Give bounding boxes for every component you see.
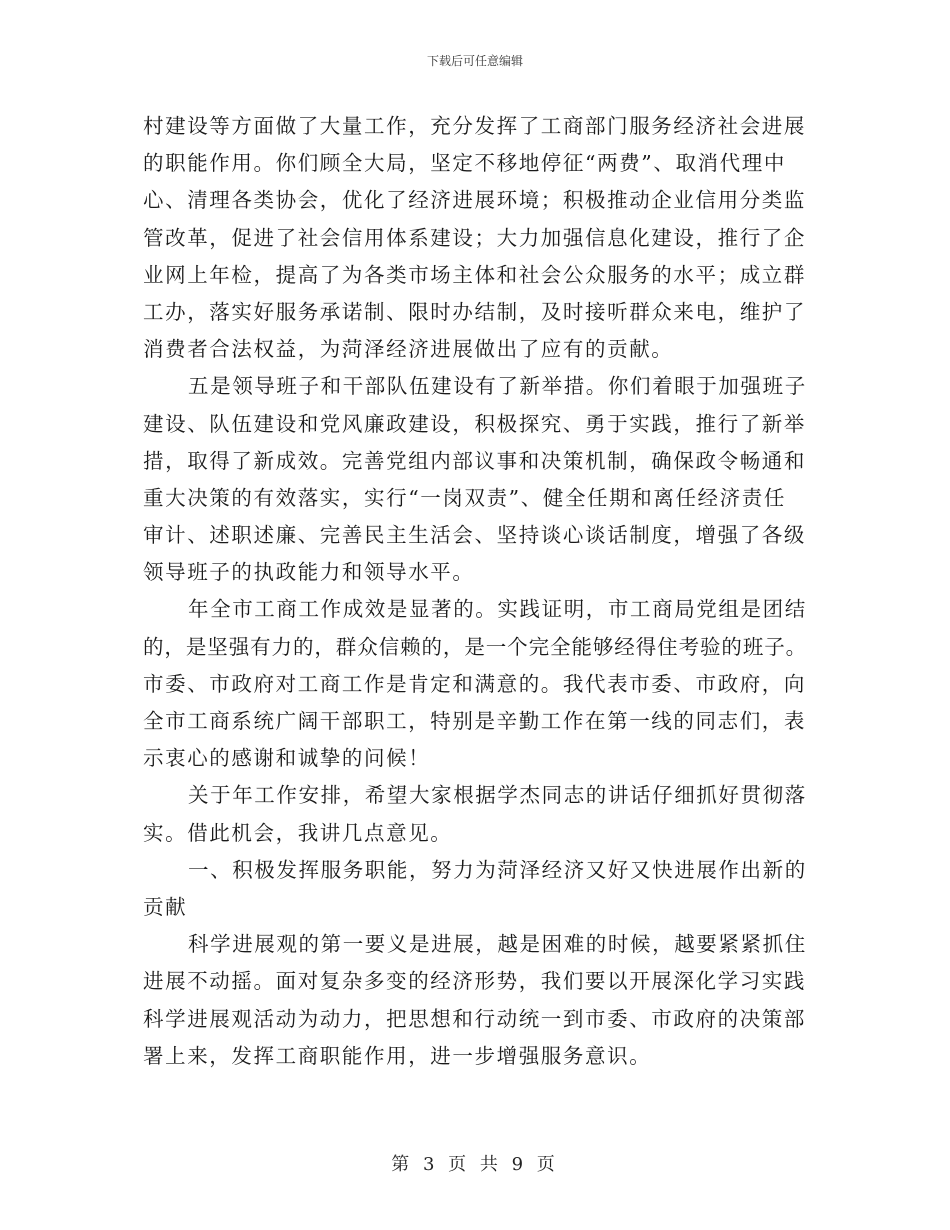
text-line: 管改革，促进了社会信用体系建设；大力加强信息化建设，推行了企 bbox=[143, 225, 806, 250]
text-line: 进展不动摇。面对复杂多变的经济形势，我们要以开展深化学习实践 bbox=[143, 969, 806, 994]
text-line: 科学进展观活动为动力，把思想和行动统一到市委、市政府的决策部 bbox=[143, 1006, 806, 1031]
text-line: 市委、市政府对工商工作是肯定和满意的。我代表市委、市政府，向 bbox=[143, 671, 806, 696]
paragraph-start-line: 年全市工商工作成效是显著的。实践证明，市工商局党组是团结 bbox=[188, 597, 807, 622]
text-line: 重大决策的有效落实，实行“一岗双责”、健全任期和离任经济责任 bbox=[143, 485, 786, 510]
text-line: 措，取得了新成效。完善党组内部议事和决策机制，确保政令畅通和 bbox=[143, 448, 806, 473]
text-line: 心、清理各类协会，优化了经济进展环境；积极推动企业信用分类监 bbox=[143, 188, 806, 213]
page-number-footer: 第 3 页 共 9 页 bbox=[391, 1154, 559, 1175]
section-heading-line: 贡献 bbox=[143, 894, 188, 919]
text-line: 消费者合法权益，为菏泽经济进展做出了应有的贡献。 bbox=[143, 337, 674, 362]
document-body bbox=[143, 108, 807, 1075]
text-line: 领导班子的执政能力和领导水平。 bbox=[143, 560, 475, 585]
text-line: 示衷心的感谢和诚挚的问候！ bbox=[143, 746, 431, 771]
paragraph-start-line: 关于年工作安排，希望大家根据学杰同志的讲话仔细抓好贯彻落 bbox=[188, 783, 807, 808]
text-line: 署上来，发挥工商职能作用，进一步增强服务意识。 bbox=[143, 1043, 652, 1068]
text-line: 工办，落实好服务承诺制、限时办结制，及时接听群众来电，维护了 bbox=[143, 299, 806, 324]
text-line: 业网上年检，提高了为各类市场主体和社会公众服务的水平；成立群 bbox=[143, 262, 806, 287]
page-header: 下载后可任意编辑 bbox=[426, 54, 523, 68]
text-line: 实。借此机会，我讲几点意见。 bbox=[143, 820, 453, 845]
section-heading-line: 一、积极发挥服务职能，努力为菏泽经济又好又快进展作出新的 bbox=[188, 857, 807, 882]
text-line: 的职能作用。你们顾全大局，坚定不移地停征“两费”、取消代理中 bbox=[143, 151, 786, 176]
text-line: 村建设等方面做了大量工作，充分发挥了工商部门服务经济社会进展 bbox=[143, 114, 806, 138]
paragraph-start-line: 五是领导班子和干部队伍建设有了新举措。你们着眼于加强班子 bbox=[188, 374, 807, 399]
text-line: 建设、队伍建设和党风廉政建设，积极探究、勇于实践，推行了新举 bbox=[143, 411, 806, 436]
paragraph-start-line: 科学进展观的第一要义是进展，越是困难的时候，越要紧紧抓住 bbox=[188, 932, 807, 957]
text-line: 全市工商系统广阔干部职工，特别是辛勤工作在第一线的同志们，表 bbox=[143, 709, 806, 733]
text-line: 审计、述职述廉、完善民主生活会、坚持谈心谈话制度，增强了各级 bbox=[143, 523, 806, 548]
text-line: 的，是坚强有力的，群众信赖的，是一个完全能够经得住考验的班子。 bbox=[143, 634, 808, 659]
